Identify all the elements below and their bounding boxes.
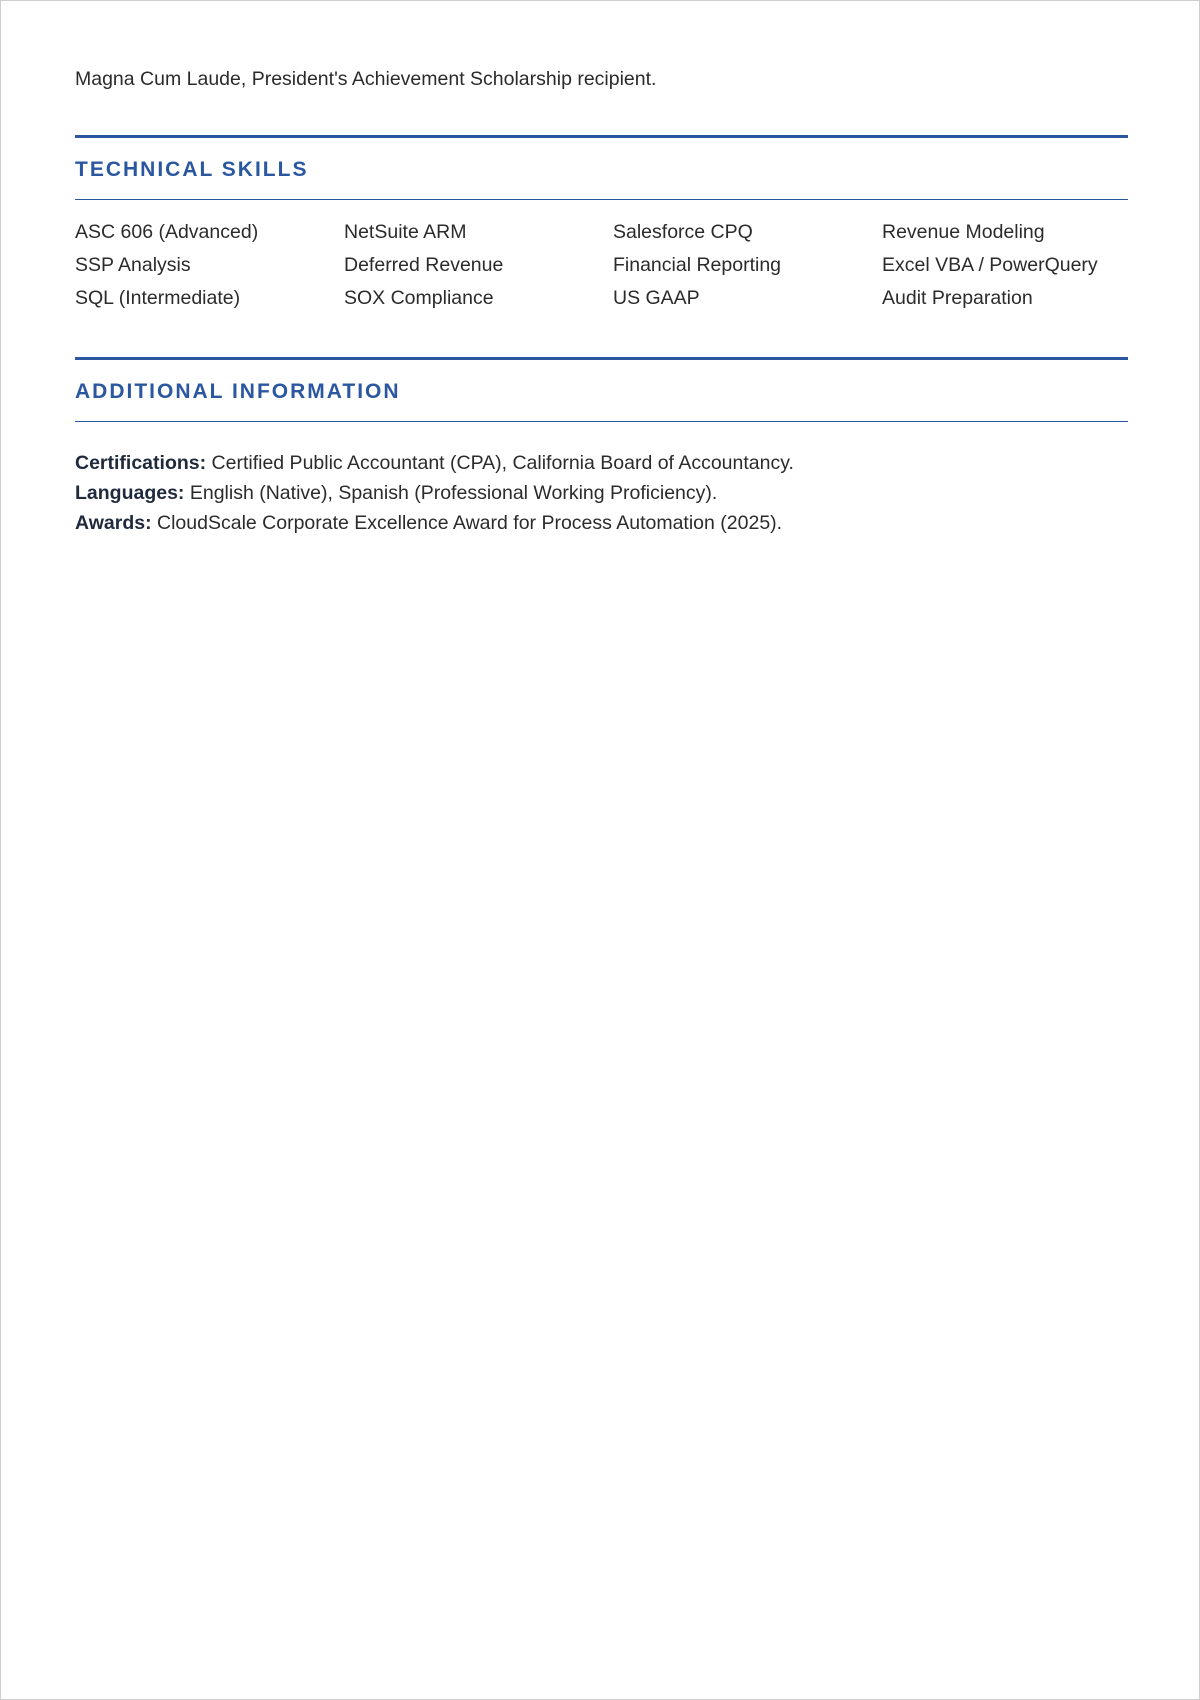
awards-value: CloudScale Corporate Excellence Award for Process Automation (2025).	[157, 512, 783, 534]
section-divider-thick	[75, 357, 1128, 360]
awards-line	[75, 508, 1128, 538]
certifications-label: Certifications:	[75, 452, 207, 474]
skill-item: NetSuite ARM	[344, 221, 467, 243]
skill-item: SOX Compliance	[344, 287, 494, 309]
additional-information-heading: ADDITIONAL INFORMATION	[75, 380, 401, 403]
languages-value: English (Native), Spanish (Professional Working Proficiency).	[189, 482, 718, 504]
awards-label: Awards:	[75, 512, 152, 534]
certifications-line	[75, 448, 1128, 478]
additional-information-list	[75, 448, 1128, 538]
skill-item: Financial Reporting	[613, 254, 782, 276]
skill-item: SQL (Intermediate)	[75, 287, 241, 309]
skill-item: SSP Analysis	[75, 254, 191, 276]
section-divider-thin	[75, 421, 1128, 422]
languages-line	[75, 478, 1128, 508]
certifications-value: Certified Public Accountant (CPA), California Board of Accountancy.	[211, 452, 794, 474]
skill-item: Audit Preparation	[882, 287, 1033, 309]
skill-item: Salesforce CPQ	[613, 221, 753, 243]
skill-item: ASC 606 (Advanced)	[75, 221, 259, 243]
skill-item: Excel VBA / PowerQuery	[882, 254, 1098, 276]
technical-skills-heading: TECHNICAL SKILLS	[75, 158, 309, 181]
languages-label: Languages:	[75, 482, 185, 504]
skills-grid	[75, 220, 1128, 319]
education-honors-note: Magna Cum Laude, President's Achievement Scholarship recipient.	[75, 68, 657, 90]
section-divider-thick	[75, 135, 1128, 138]
technical-skills-section	[75, 135, 1128, 319]
skill-item: Revenue Modeling	[882, 221, 1045, 243]
additional-information-section	[75, 357, 1128, 538]
skill-item: US GAAP	[613, 287, 700, 309]
section-divider-thin	[75, 199, 1128, 200]
skill-item: Deferred Revenue	[344, 254, 504, 276]
